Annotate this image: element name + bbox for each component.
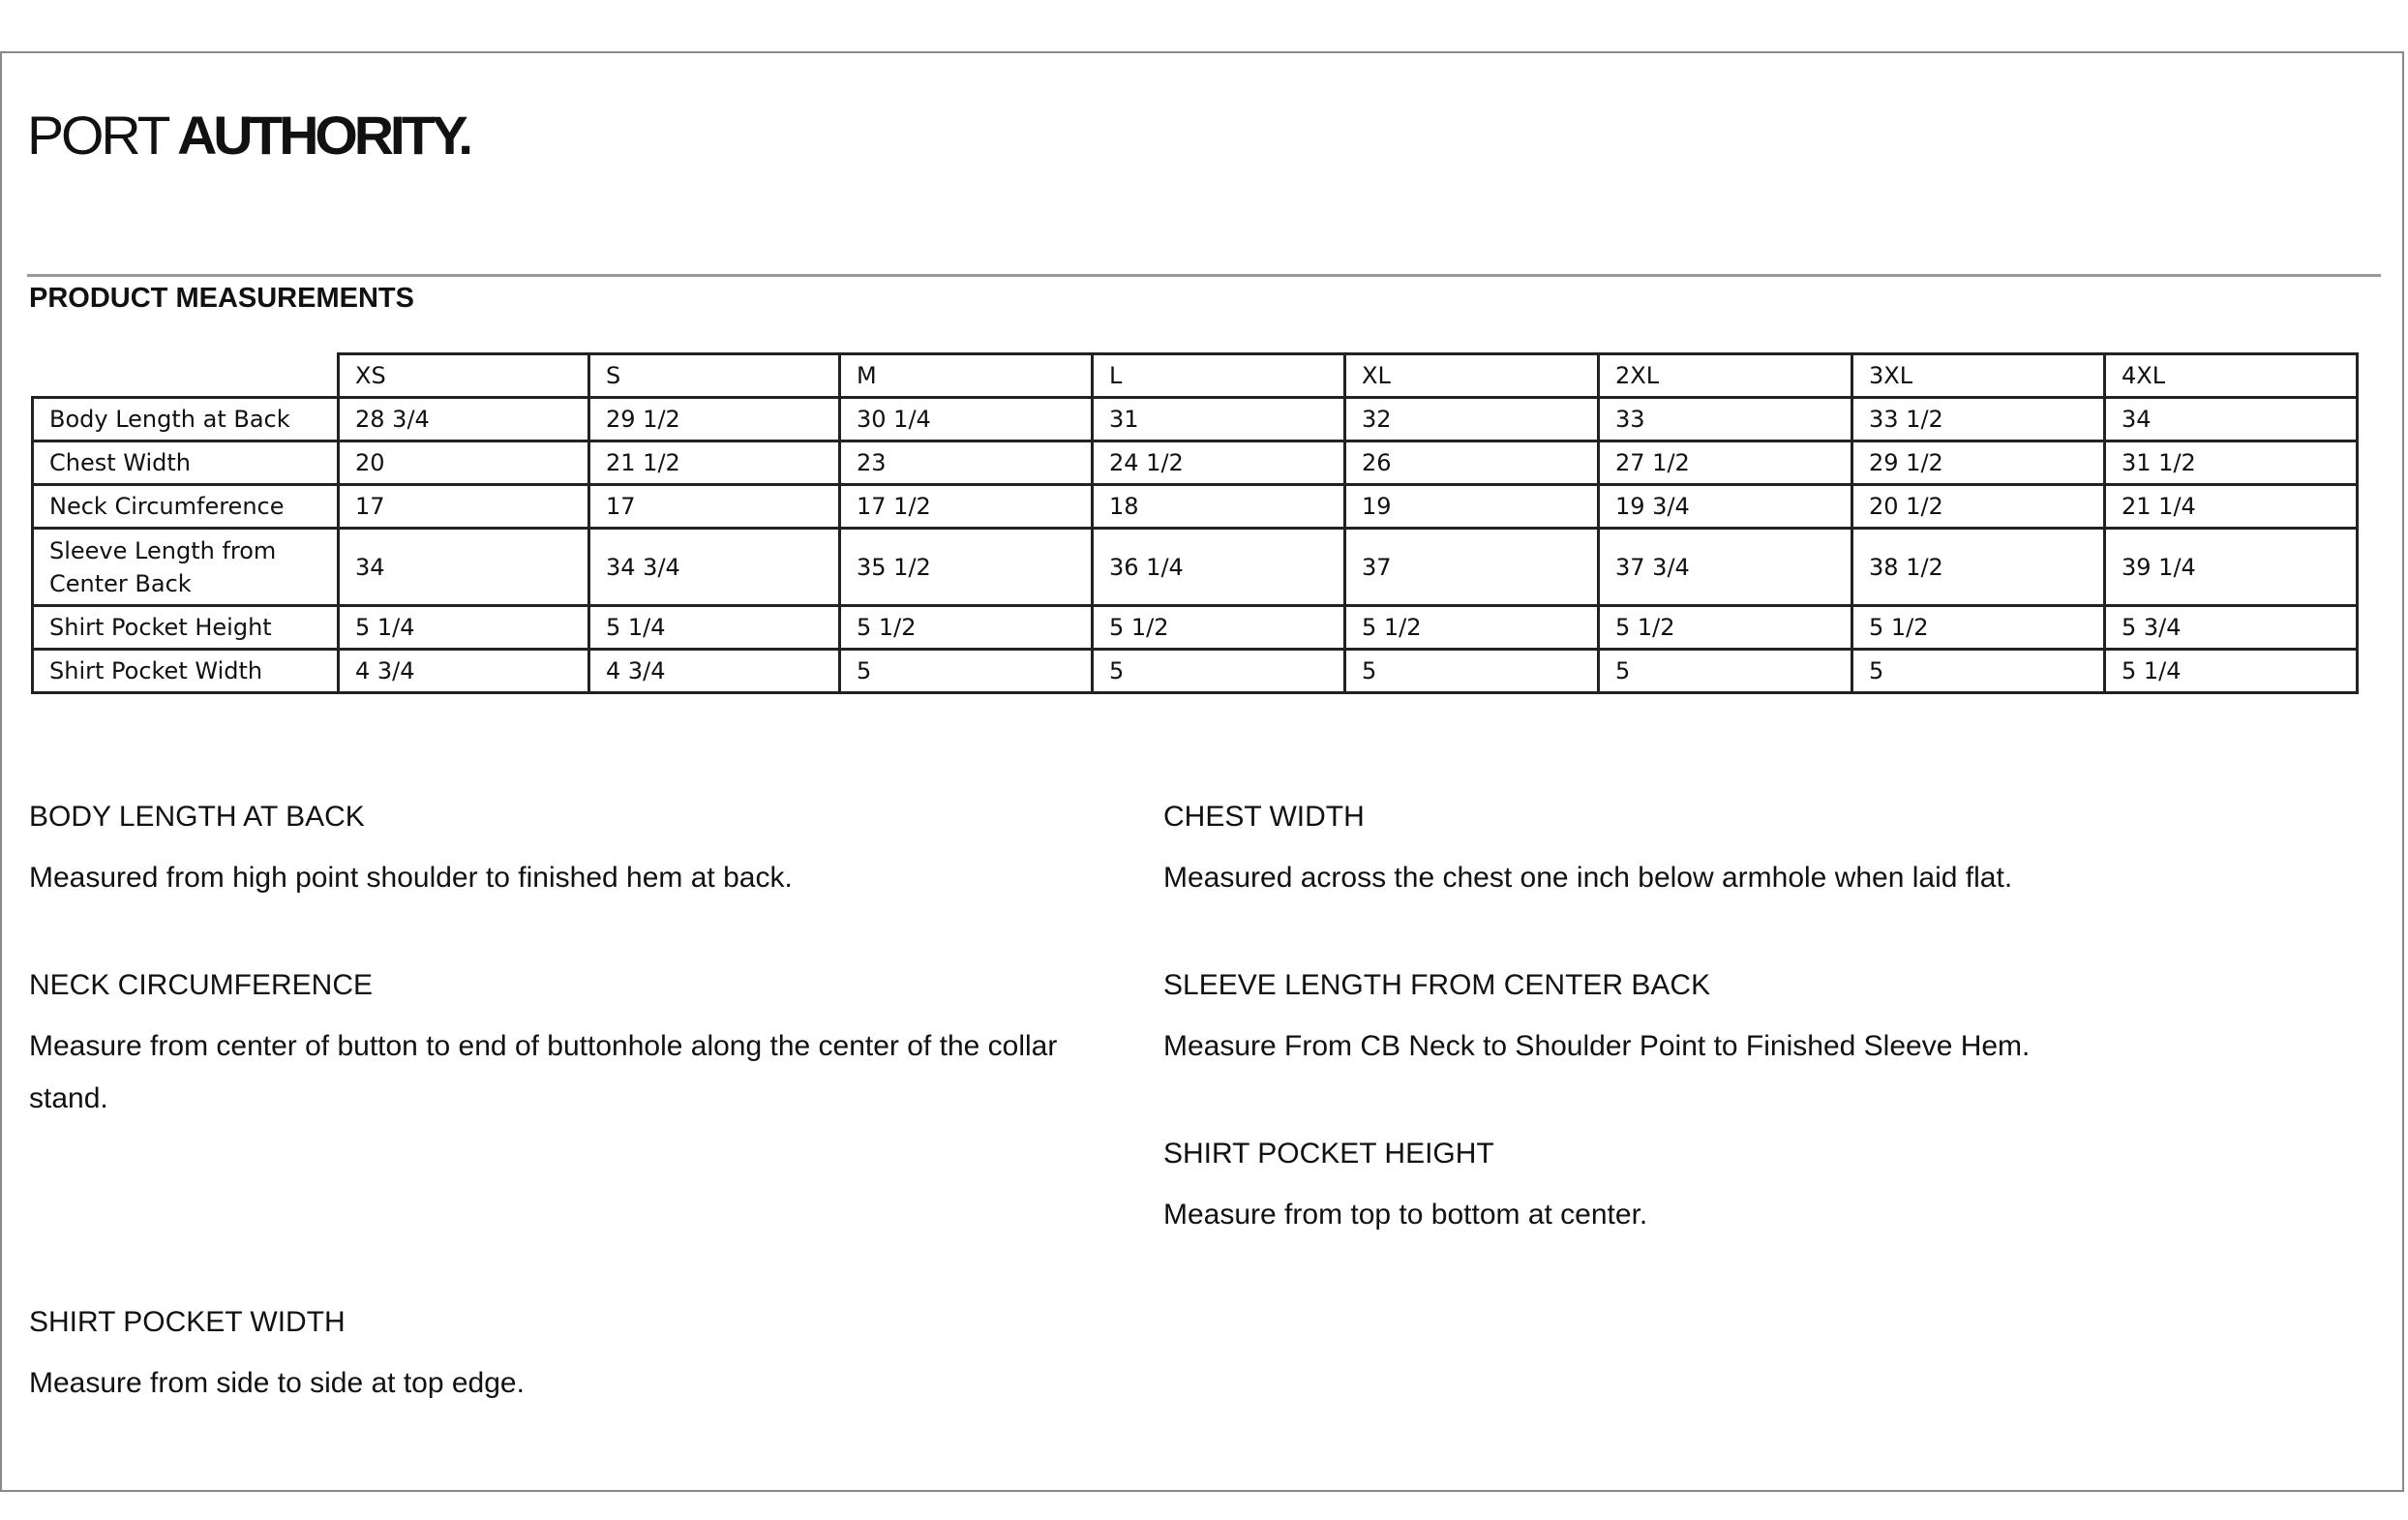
table-cell: 5 1/4	[339, 606, 589, 650]
table-cell: 4 3/4	[339, 650, 589, 693]
table-cell: 38 1/2	[1852, 529, 2105, 606]
table-cell: 20 1/2	[1852, 485, 2105, 529]
table-row	[33, 398, 2358, 441]
definition-title: CHEST WIDTH	[1163, 801, 1365, 833]
definition-title: SHIRT POCKET HEIGHT	[1163, 1138, 1494, 1170]
table-cell: 5 3/4	[2105, 606, 2358, 650]
table-cell: 5 1/4	[2105, 650, 2358, 693]
table-corner	[33, 354, 339, 398]
size-header: 2XL	[1599, 354, 1852, 398]
table-cell: 5	[840, 650, 1093, 693]
definition-sleeve-length	[1163, 968, 2325, 1073]
table-cell: 5	[1345, 650, 1599, 693]
row-label: Body Length at Back	[33, 398, 339, 441]
table-row	[33, 529, 2358, 606]
table-cell: 30 1/4	[840, 398, 1093, 441]
measurements-table	[31, 352, 2359, 694]
table-cell: 5	[1599, 650, 1852, 693]
table-cell: 20	[339, 441, 589, 485]
definition-title: SHIRT POCKET WIDTH	[29, 1306, 346, 1338]
definition-chest-width	[1163, 800, 2325, 904]
definition-body-length	[29, 800, 1103, 904]
logo-word-port: PORT	[27, 105, 168, 166]
table-cell: 17	[589, 485, 840, 529]
table-cell: 5 1/4	[589, 606, 840, 650]
row-label: Shirt Pocket Width	[33, 650, 339, 693]
definition-title: NECK CIRCUMFERENCE	[29, 969, 374, 1001]
table-cell: 5	[1093, 650, 1345, 693]
size-header: 4XL	[2105, 354, 2358, 398]
definition-text: Measure From CB Neck to Shoulder Point to Finished Sleeve Hem.	[1163, 1030, 2031, 1062]
table-cell: 5 1/2	[1852, 606, 2105, 650]
definition-text: Measure from center of button to end of buttonhole along the center of the collar stand.	[29, 1030, 1058, 1114]
definition-title: SLEEVE LENGTH FROM CENTER BACK	[1163, 969, 1711, 1001]
table-cell: 35 1/2	[840, 529, 1093, 606]
table-row	[33, 650, 2358, 693]
table-cell: 24 1/2	[1093, 441, 1345, 485]
definition-pocket-height	[1163, 1137, 2325, 1241]
table-cell: 23	[840, 441, 1093, 485]
table-cell: 5 1/2	[1345, 606, 1599, 650]
table-cell: 34 3/4	[589, 529, 840, 606]
table-cell: 33	[1599, 398, 1852, 441]
table-cell: 17	[339, 485, 589, 529]
table-cell: 26	[1345, 441, 1599, 485]
table-cell: 19 3/4	[1599, 485, 1852, 529]
definition-text: Measure from top to bottom at center.	[1163, 1199, 1648, 1231]
table-cell: 36 1/4	[1093, 529, 1345, 606]
table-cell: 5 1/2	[840, 606, 1093, 650]
table-row	[33, 606, 2358, 650]
table-cell: 33 1/2	[1852, 398, 2105, 441]
row-label: Neck Circumference	[33, 485, 339, 529]
table-cell: 5 1/2	[1599, 606, 1852, 650]
definition-title: BODY LENGTH AT BACK	[29, 801, 365, 833]
table-cell: 17 1/2	[840, 485, 1093, 529]
definition-pocket-width	[29, 1305, 1103, 1410]
table-cell: 37	[1345, 529, 1599, 606]
page-frame	[0, 51, 2404, 1492]
table-cell: 37 3/4	[1599, 529, 1852, 606]
table-cell: 32	[1345, 398, 1599, 441]
table-cell: 21 1/4	[2105, 485, 2358, 529]
definition-neck-circumference	[29, 968, 1103, 1125]
table-cell: 4 3/4	[589, 650, 840, 693]
table-cell: 31 1/2	[2105, 441, 2358, 485]
size-header: L	[1093, 354, 1345, 398]
table-cell: 34	[2105, 398, 2358, 441]
definition-text: Measured across the chest one inch below armhole when laid flat.	[1163, 862, 2013, 894]
table-cell: 31	[1093, 398, 1345, 441]
brand-logo	[27, 105, 469, 166]
table-cell: 39 1/4	[2105, 529, 2358, 606]
table-cell: 34	[339, 529, 589, 606]
table-cell: 29 1/2	[1852, 441, 2105, 485]
logo-word-authority: AUTHORITY.	[177, 105, 469, 166]
header-divider	[27, 274, 2381, 277]
table-row	[33, 441, 2358, 485]
size-header: 3XL	[1852, 354, 2105, 398]
table-cell: 28 3/4	[339, 398, 589, 441]
section-title: PRODUCT MEASUREMENTS	[29, 283, 414, 314]
row-label: Chest Width	[33, 441, 339, 485]
table-cell: 21 1/2	[589, 441, 840, 485]
size-header: XL	[1345, 354, 1599, 398]
size-header: M	[840, 354, 1093, 398]
definition-text: Measured from high point shoulder to finished hem at back.	[29, 862, 793, 894]
table-cell: 27 1/2	[1599, 441, 1852, 485]
size-header: S	[589, 354, 840, 398]
table-row	[33, 485, 2358, 529]
table-cell: 5	[1852, 650, 2105, 693]
definition-text: Measure from side to side at top edge.	[29, 1367, 525, 1399]
row-label: Sleeve Length from Center Back	[33, 529, 339, 606]
table-cell: 19	[1345, 485, 1599, 529]
table-cell: 29 1/2	[589, 398, 840, 441]
size-header: XS	[339, 354, 589, 398]
table-cell: 5 1/2	[1093, 606, 1345, 650]
table-cell: 18	[1093, 485, 1345, 529]
row-label: Shirt Pocket Height	[33, 606, 339, 650]
size-header-row	[33, 354, 2358, 398]
